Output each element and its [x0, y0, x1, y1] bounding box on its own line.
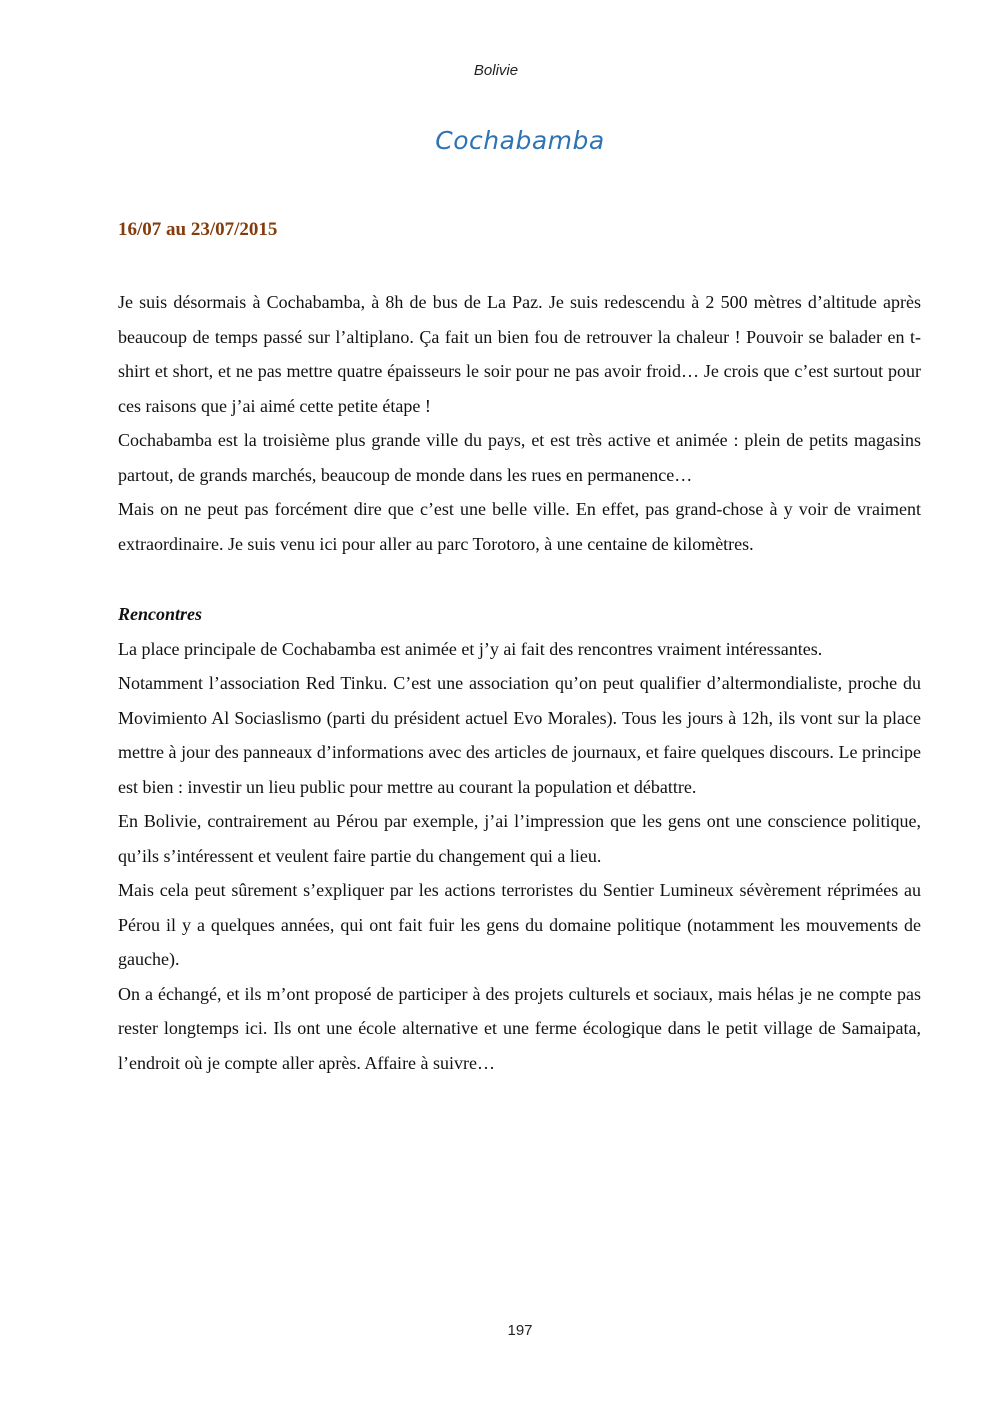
paragraph: Mais on ne peut pas forcément dire que c’est une belle ville. En effet, pas grand-chose à y voir de vraiment extraordinaire. Je suis venu ici pour aller au parc Torotoro, à une centaine de kilomètres.: [118, 499, 921, 554]
section-subheading: Rencontres: [118, 604, 203, 624]
paragraph: En Bolivie, contrairement au Pérou par exemple, j’ai l’impression que les gens ont une conscience politique, qu’ils s’intéressent et veulent faire partie du changement qui a lieu.: [118, 811, 921, 866]
paragraph: Mais cela peut sûrement s’expliquer par les actions terroristes du Sentier Lumineux sévèrement réprimées au Pérou il y a quelques années, qui ont fait fuir les gens du domaine politique (notamment les mouvements de gauche).: [118, 880, 921, 969]
paragraph: La place principale de Cochabamba est animée et j’y ai fait des rencontres vraiment intéressantes.: [118, 638, 823, 659]
paragraph: On a échangé, et ils m’ont proposé de participer à des projets culturels et sociaux, mais hélas je ne compte pas rester longtemps ici. Ils ont une école alternative et une ferme écologique dans le petit village de Samaipata, l’endroit où je compte aller après. Affaire à suivre…: [118, 983, 921, 1073]
paragraph: Je suis désormais à Cochabamba, à 8h de bus de La Paz. Je suis redescendu à 2 500 mètres d’altitude après beaucoup de temps passé sur l’altiplano. Ça fait un bien fou de retrouver la chaleur ! Pouvoir se balader en t-shirt et short, et ne pas mettre quatre épaisseurs le soir pour ne pas avoir froid… Je crois que c’est surtout pour ces raisons que j’ai aimé cette petite étape !: [118, 292, 921, 416]
running-header: Bolivie: [473, 62, 519, 79]
intro-section: [118, 285, 921, 561]
date-range-heading: 16/07 au 23/07/2015: [118, 219, 278, 240]
page-number: 197: [507, 1322, 533, 1339]
rencontres-section: [118, 597, 921, 1080]
chapter-title: Cochabamba: [435, 126, 605, 155]
paragraph: Notamment l’association Red Tinku. C’est une association qu’on peut qualifier d’altermondialiste, proche du Movimiento Al Sociaslismo (parti du président actuel Evo Morales). Tous les jours à 12h, ils vont sur la place mettre à jour des panneaux d’informations avec des articles de journaux, et faire quelques discours. Le principe est bien : investir un lieu public pour mettre au courant la population et débattre.: [118, 673, 921, 797]
paragraph: Cochabamba est la troisième plus grande ville du pays, et est très active et animée : plein de petits magasins partout, de grands marchés, beaucoup de monde dans les rues en permanence…: [118, 430, 921, 485]
